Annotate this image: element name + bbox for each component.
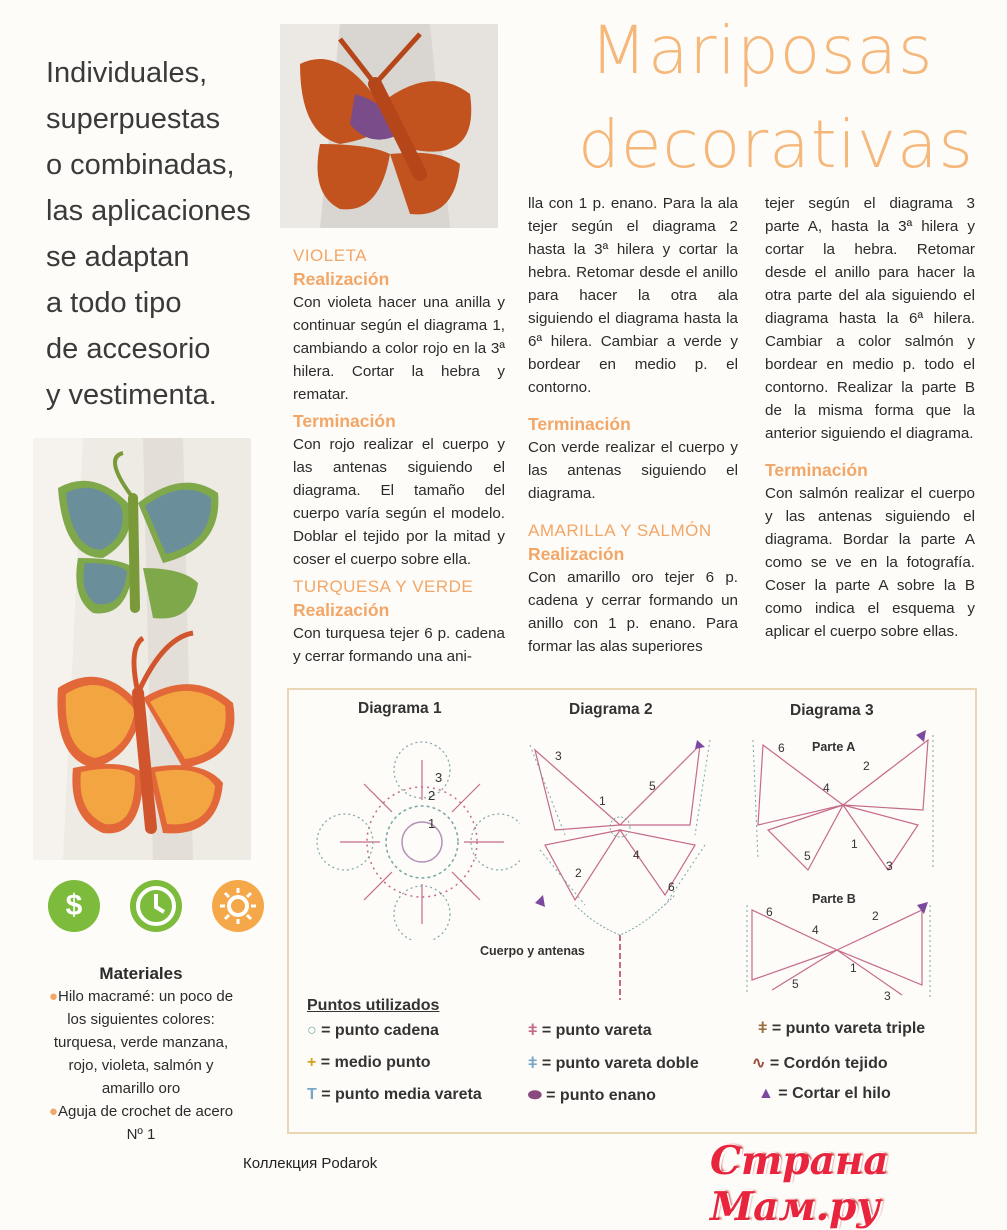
svg-text:1: 1 — [428, 816, 436, 831]
intro-line: las aplicaciones — [46, 195, 251, 227]
diagram-3b-drawing — [742, 900, 937, 1010]
intro-line: y vestimenta. — [46, 379, 217, 411]
intro-line: superpuestas — [46, 103, 221, 135]
intro-line: Individuales, — [46, 57, 208, 89]
half-double-icon: T — [307, 1086, 317, 1103]
paragraph: lla con 1 p. enano. Para la ala tejer según el diagrama 2 hasta la 3ª hilera y cortar la hebra. Retomar desde el anillo para hacer la otra ala siguiendo el diagrama hasta la 6ª hilera. Cambiar a verde y bordear en medio p. el contorno. — [528, 195, 738, 396]
svg-text:6: 6 — [778, 741, 785, 755]
materials-title: Materiales — [99, 964, 183, 983]
intro-line: o combinadas, — [46, 149, 235, 181]
svg-text:1: 1 — [599, 794, 606, 808]
legend-title: Puntos utilizados — [307, 997, 440, 1014]
paragraph: Con violeta hacer una anilla y continuar según el diagrama 1, cambiando a color rojo en la 3ª hilera. Cortar la hebra y rematar. — [293, 294, 505, 403]
svg-text:3: 3 — [886, 859, 893, 873]
dollar-icon: $ — [48, 880, 100, 932]
legend-item: ⬬ = punto enano — [528, 1087, 656, 1104]
cut-thread-icon: ▲ — [758, 1085, 774, 1102]
intro-line: de accesorio — [46, 333, 211, 365]
svg-text:2: 2 — [872, 909, 879, 923]
svg-text:2: 2 — [863, 759, 870, 773]
legend-item: ǂ = punto vareta doble — [528, 1055, 699, 1072]
legend-item: ○ = punto cadena — [307, 1022, 439, 1039]
diagram-title: Diagrama 2 — [569, 701, 653, 718]
section-heading: TURQUESA Y VERDE — [293, 577, 474, 596]
materials-section — [46, 962, 236, 1146]
slip-stitch-icon: ⬬ — [528, 1087, 542, 1104]
svg-text:4: 4 — [812, 923, 819, 937]
single-crochet-icon: + — [307, 1054, 317, 1071]
svg-text:1: 1 — [850, 961, 857, 975]
section-heading: VIOLETA — [293, 246, 368, 265]
paragraph: Con salmón realizar el cuerpo y las antenas siguiendo el diagrama. Bordar la parte A como se ve en la fotografía. Coser la parte A sobre la B como indica el esquema y aplicar el cuerpo sobre ellas. — [765, 485, 975, 640]
page-title: Mariposas — [590, 12, 934, 89]
page-title-line2: decorativas — [578, 106, 974, 183]
triple-treble-icon: ǂ — [758, 1020, 768, 1037]
text-column-1 — [293, 244, 505, 668]
difficulty-icons — [48, 880, 264, 932]
intro-text — [46, 50, 286, 418]
svg-text:3: 3 — [555, 749, 562, 763]
svg-text:3: 3 — [884, 989, 891, 1003]
paragraph: Con turquesa tejer 6 p. cadena y cerrar formando una ani- — [293, 625, 505, 665]
legend-item: ▲ = Cortar el hilo — [758, 1085, 891, 1102]
diagram-1-drawing — [300, 730, 520, 940]
chain-stitch-icon: ○ — [307, 1022, 317, 1039]
legend-item: ∿ = Cordón tejido — [752, 1055, 888, 1072]
text-column-3 — [765, 192, 975, 643]
paragraph: Con rojo realizar el cuerpo y las antenas siguiendo el diagrama. El tamaño del cuerpo varía según el modelo. Doblar el tejido por la mitad y coser el cuerpo sobre ella. — [293, 436, 505, 568]
svg-text:4: 4 — [633, 848, 640, 862]
butterfly-photo-green-orange — [33, 438, 251, 860]
section-heading: AMARILLA Y SALMÓN — [528, 521, 712, 540]
section-subheading: Terminación — [528, 414, 631, 434]
treble-crochet-icon: ǂ — [528, 1055, 538, 1072]
svg-text:3: 3 — [435, 770, 443, 785]
diagram-title: Diagrama 1 — [358, 700, 442, 717]
section-subheading: Realización — [293, 269, 390, 289]
sun-icon — [212, 880, 264, 932]
paragraph: Con verde realizar el cuerpo y las antenas siguiendo el diagrama. — [528, 439, 738, 502]
butterfly-photo-violet — [280, 24, 498, 228]
svg-text:2: 2 — [428, 788, 436, 803]
section-subheading: Realización — [528, 544, 625, 564]
double-crochet-icon: ǂ — [528, 1022, 538, 1039]
svg-text:2: 2 — [575, 866, 582, 880]
section-subheading: Realización — [293, 600, 390, 620]
svg-text:5: 5 — [792, 977, 799, 991]
legend-item: T = punto media vareta — [307, 1086, 482, 1103]
paragraph: tejer según el diagrama 3 parte A, hasta la 3ª hilera y cortar la hebra. Retomar desde el anillo para hacer la otra parte del ala siguiendo el diagrama hasta la 6ª hilera. Cambiar a color salmón y bordear en medio p. todo el contorno. Realizar la parte B de la misma forma que la anterior siguiendo el diagrama. — [765, 195, 975, 442]
diagram-part-label: Parte A — [812, 740, 856, 754]
legend-item: ǂ = punto vareta triple — [758, 1020, 926, 1037]
clock-icon — [130, 880, 182, 932]
diagram-title: Diagrama 3 — [790, 702, 874, 719]
diagram-caption: Cuerpo y antenas — [480, 944, 585, 958]
section-subheading: Terminación — [765, 460, 868, 480]
materials-item: ●Hilo macramé: un poco de los siguientes colores: turquesa, verde manzana, rojo, violeta, salmón y amarillo oro — [48, 988, 234, 1097]
svg-text:6: 6 — [766, 905, 773, 919]
legend-item: ǂ = punto vareta — [528, 1022, 652, 1039]
svg-text:1: 1 — [851, 837, 858, 851]
svg-text:5: 5 — [649, 779, 656, 793]
materials-item: ●Aguja de crochet de acero Nº 1 — [48, 1103, 234, 1143]
svg-text:5: 5 — [804, 849, 811, 863]
section-subheading: Terminación — [293, 411, 396, 431]
paragraph: Con amarillo oro tejer 6 p. cadena y cerrar formando un anillo con 1 p. enano. Para formar las alas superiores — [528, 569, 738, 655]
site-watermark: Страна Мам.ру — [710, 1138, 889, 1230]
diagram-part-label: Parte B — [812, 892, 856, 906]
legend-item: + = medio punto — [307, 1054, 431, 1071]
diagram-2-drawing — [525, 735, 715, 1000]
intro-line: se adaptan — [46, 241, 190, 273]
text-column-2 — [528, 192, 738, 658]
cord-icon: ∿ — [752, 1055, 766, 1072]
intro-line: a todo tipo — [46, 287, 182, 319]
collection-credit: Коллекция Podarok — [243, 1155, 378, 1172]
svg-text:4: 4 — [823, 781, 830, 795]
svg-text:6: 6 — [668, 880, 675, 894]
